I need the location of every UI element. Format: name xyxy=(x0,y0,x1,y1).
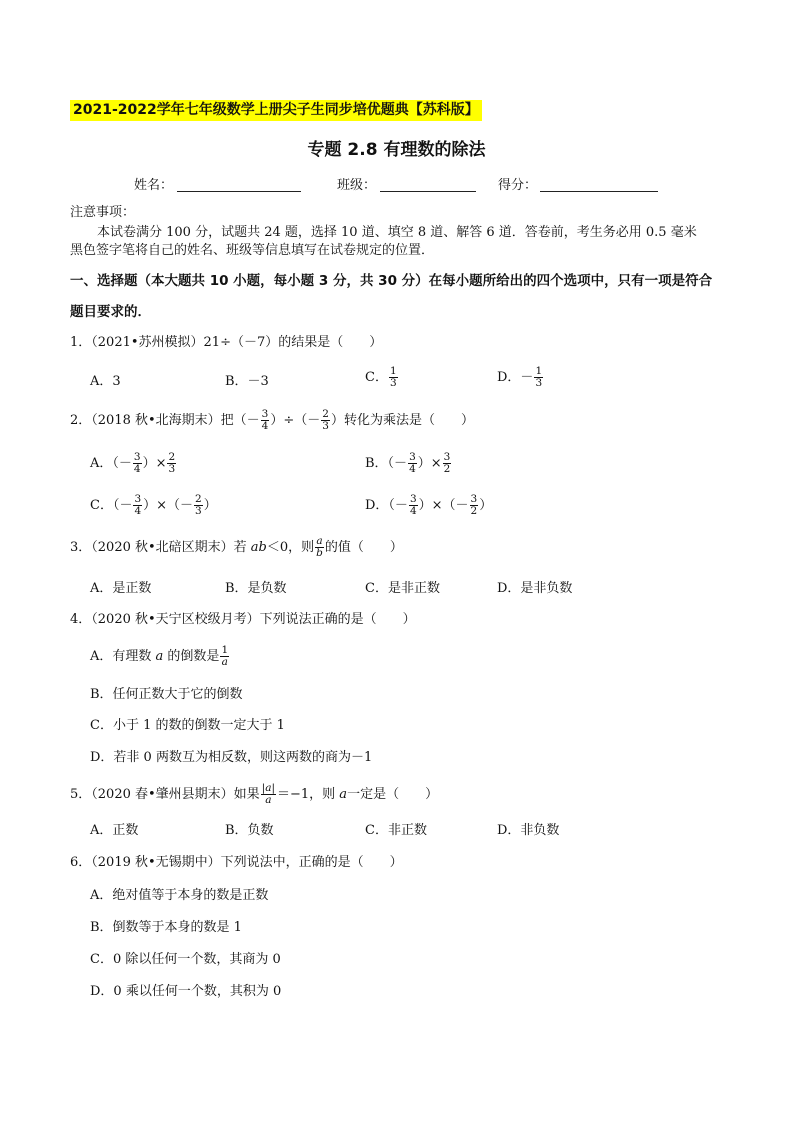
q6-option-d[interactable]: D．0 乘以任何一个数，其积为 0 xyxy=(90,984,282,999)
q6-option-a[interactable]: A．绝对值等于本身的数是正数 xyxy=(90,888,269,903)
fraction: $\frac{2}{3}$ xyxy=(322,408,329,432)
q5-option-b[interactable]: B．负数 xyxy=(225,823,274,838)
q6-option-b[interactable]: B．倒数等于本身的数是 1 xyxy=(90,920,242,935)
section-heading-line-1: 一、选择题（本大题共 10 小题，每小题 3 分，共 30 分）在每小题所给出的四个选项中，只有一项是符合 xyxy=(70,273,713,289)
fraction: $\frac{a}{b}$ xyxy=(316,535,323,559)
q2-option-d[interactable]: D．（－ $\frac{3}{4}$ ）×（－ $\frac{3}{2}$ ） xyxy=(365,493,493,517)
q4-stem: 4．（2020 秋•天宁区校级月考）下列说法正确的是（ ） xyxy=(70,612,416,627)
name-blank[interactable] xyxy=(177,191,301,192)
q6-option-c[interactable]: C．0 除以任何一个数，其商为 0 xyxy=(90,952,281,967)
q1-stem: 1．（2021•苏州模拟）21÷（－7）的结果是（ ） xyxy=(70,335,383,350)
q6-stem: 6．（2019 秋•无锡期中）下列说法中，正确的是（ ） xyxy=(70,855,403,870)
name-label: 姓名： xyxy=(134,178,174,193)
score-label: 得分： xyxy=(498,178,538,193)
q3-option-c[interactable]: C．是非正数 xyxy=(365,581,440,596)
q1-option-c[interactable]: C． $\frac{1}{3}$ xyxy=(365,365,397,389)
q2-stem: 2．（2018 秋•北海期末）把（－ $\frac{3}{4}$ ）÷（－ $\frac{2}{3}$ ）转化为乘法是（ ） xyxy=(70,408,474,432)
q1-option-d[interactable]: D．－ $\frac{1}{3}$ xyxy=(497,365,543,389)
notice-heading: 注意事项： xyxy=(70,205,136,220)
fraction: $\frac{1}{3}$ xyxy=(535,365,543,389)
notice-line-2: 黑色签字笔将自己的姓名、班级等信息填写在试卷规定的位置． xyxy=(70,243,435,258)
q3-option-a[interactable]: A．是正数 xyxy=(90,581,152,596)
section-heading-line-2: 题目要求的． xyxy=(70,304,151,320)
q4-option-a[interactable]: A．有理数 a 的倒数是 $\frac{1}{a}$ xyxy=(90,644,229,668)
q2-option-c[interactable]: C．（－ $\frac{3}{4}$ ）×（－ $\frac{2}{3}$ ） xyxy=(90,493,217,517)
fraction: $\frac{3}{4}$ xyxy=(261,408,269,432)
fraction: $\frac{1}{3}$ xyxy=(389,365,397,389)
class-blank[interactable] xyxy=(380,191,476,192)
q1-option-a[interactable]: A．3 xyxy=(90,374,121,389)
q5-option-d[interactable]: D．非负数 xyxy=(497,823,560,838)
q3-option-b[interactable]: B．是负数 xyxy=(225,581,287,596)
q4-option-d[interactable]: D．若非 0 两数互为相反数，则这两数的商为－1 xyxy=(90,750,373,765)
series-banner: 2021-2022学年七年级数学上册尖子生同步培优题典【苏科版】 xyxy=(70,100,482,121)
q4-option-b[interactable]: B．任何正数大于它的倒数 xyxy=(90,687,243,702)
fraction: $\frac{|a|}{a}$ xyxy=(261,782,275,806)
notice-line-1: 本试卷满分 100 分，试题共 24 题，选择 10 道、填空 8 道、解答 6 道．答卷前，考生务必用 0.5 毫米 xyxy=(97,225,697,240)
fraction: $\frac{1}{a}$ xyxy=(221,644,229,668)
q2-option-b[interactable]: B．（－ $\frac{3}{4}$ ）× $\frac{3}{2}$ xyxy=(365,451,451,475)
q5-option-c[interactable]: C．非正数 xyxy=(365,823,427,838)
q3-stem: 3．（2020 秋•北碚区期末）若 ab＜0，则 $\frac{a}{b}$ 的值（ ） xyxy=(70,535,403,559)
q5-stem: 5．（2020 春•肇州县期末）如果 $\frac{|a|}{a}$ ＝−1，则 a一定是（ ） xyxy=(70,782,439,806)
page-title: 专题 2.8 有理数的除法 xyxy=(307,140,486,160)
q5-option-a[interactable]: A．正数 xyxy=(90,823,139,838)
q4-option-c[interactable]: C．小于 1 的数的倒数一定大于 1 xyxy=(90,718,285,733)
q1-option-b[interactable]: B．－3 xyxy=(225,374,269,389)
q2-option-a[interactable]: A．（－ $\frac{3}{4}$ ）× $\frac{2}{3}$ xyxy=(90,451,176,475)
score-blank[interactable] xyxy=(540,191,658,192)
class-label: 班级： xyxy=(337,178,377,193)
q3-option-d[interactable]: D．是非负数 xyxy=(497,581,573,596)
